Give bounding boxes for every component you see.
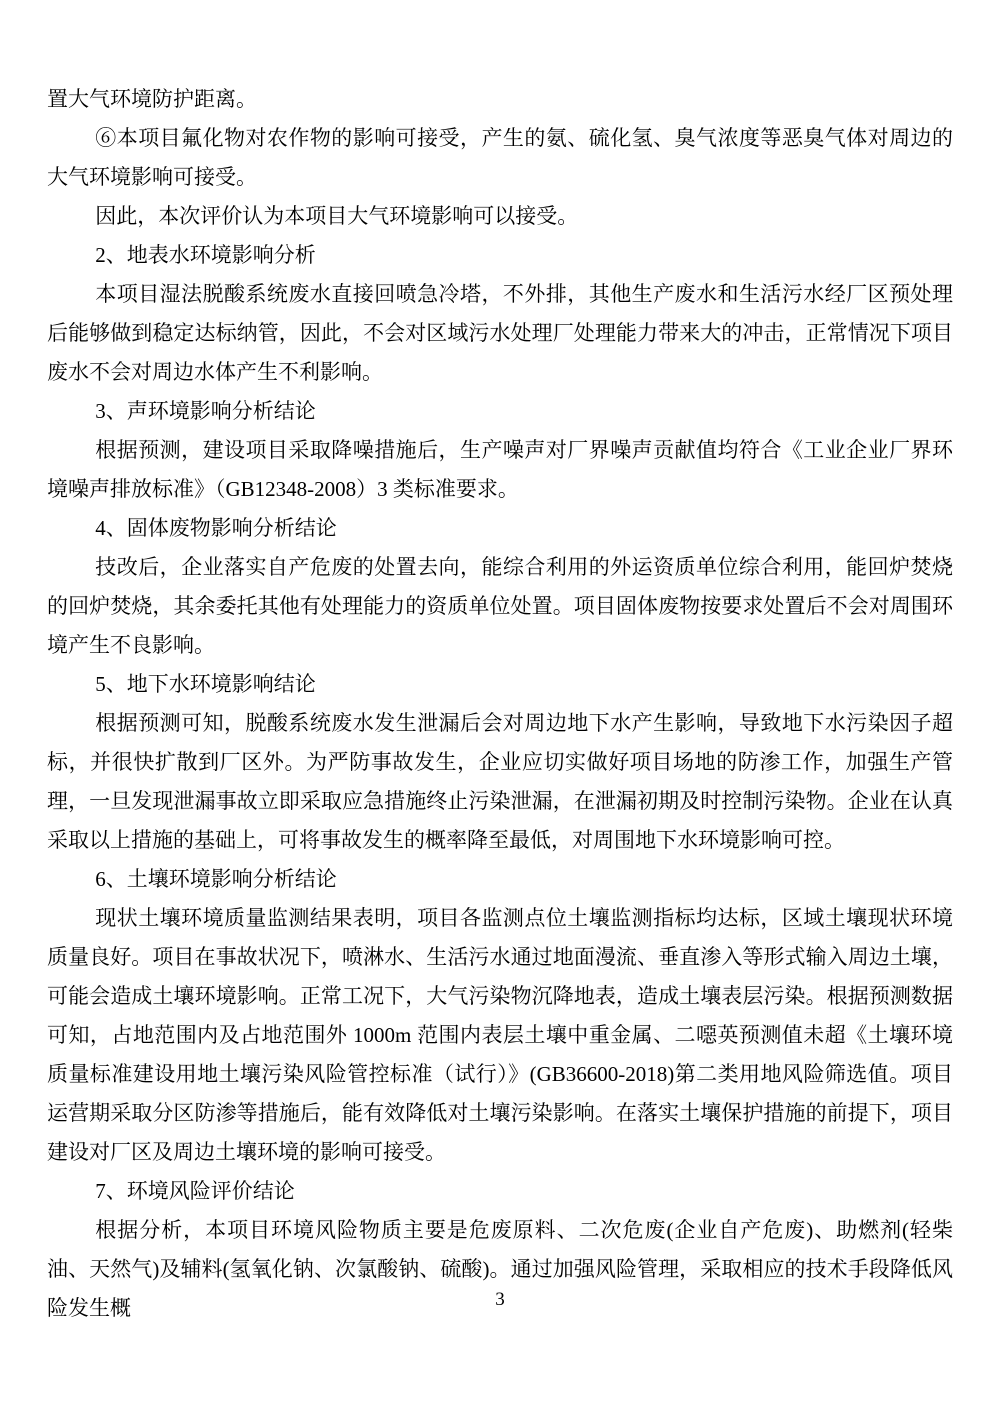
paragraph-environmental-risk-body: 根据分析，本项目环境风险物质主要是危废原料、二次危废(企业自产危废)、助燃剂(轻柴油、天然气)及辅料(氢氧化钠、次氯酸钠、硫酸)。通过加强风险管理，采取相应的技术手段降低风险发生概 (47, 1218, 953, 1320)
heading-noise-analysis: 3、声环境影响分析结论 (95, 399, 316, 423)
heading-surface-water-analysis: 2、地表水环境影响分析 (95, 243, 316, 267)
paragraph-solid-waste-body: 技改后，企业落实自产危废的处置去向，能综合利用的外运资质单位综合利用，能回炉焚烧的回炉焚烧，其余委托其他有处理能力的资质单位处置。项目固体废物按要求处置后不会对周围环境产生不良影响。 (47, 555, 953, 657)
page-number: 3 (495, 1289, 505, 1310)
paragraph-continuation-atmospheric-protection: 置大气环境防护距离。 (47, 87, 257, 111)
heading-solid-waste-analysis: 4、固体废物影响分析结论 (95, 516, 337, 540)
paragraph-atmospheric-conclusion: 因此，本次评价认为本项目大气环境影响可以接受。 (95, 204, 579, 228)
paragraph-groundwater-body: 根据预测可知，脱酸系统废水发生泄漏后会对周边地下水产生影响，导致地下水污染因子超标，并很快扩散到厂区外。为严防事故发生，企业应切实做好项目场地的防渗工作，加强生产管理，一旦发现泄漏事故立即采取应急措施终止污染泄漏，在泄漏初期及时控制污染物。企业在认真采取以上措施的基础上，可将事故发生的概率降至最低，对周围地下水环境影响可控。 (47, 711, 953, 852)
heading-soil-analysis: 6、土壤环境影响分析结论 (95, 867, 337, 891)
paragraph-noise-body: 根据预测，建设项目采取降噪措施后，生产噪声对厂界噪声贡献值均符合《工业企业厂界环境噪声排放标准》（GB12348-2008）3 类标准要求。 (47, 438, 953, 501)
heading-environmental-risk: 7、环境风险评价结论 (95, 1179, 295, 1203)
paragraph-surface-water-body: 本项目湿法脱酸系统废水直接回喷急冷塔，不外排，其他生产废水和生活污水经厂区预处理后能够做到稳定达标纳管，因此，不会对区域污水处理厂处理能力带来大的冲击，正常情况下项目废水不会对周边水体产生不利影响。 (47, 282, 953, 384)
paragraph-soil-body: 现状土壤环境质量监测结果表明，项目各监测点位土壤监测指标均达标，区域土壤现状环境质量良好。项目在事故状况下，喷淋水、生活污水通过地面漫流、垂直渗入等形式输入周边土壤，可能会造成土壤环境影响。正常工况下，大气污染物沉降地表，造成土壤表层污染。根据预测数据可知，占地范围内及占地范围外 1000m 范围内表层土壤中重金属、二噁英预测值未超《土壤环境质量标准建设用地土壤污染风险管控标准（试行）》(GB36600-2018)第二类用地风险筛选值。项目运营期采取分区防渗等措施后，能有效降低对土壤污染影响。在落实土壤保护措施的前提下，项目建设对厂区及周边土壤环境的影响可接受。 (47, 906, 953, 1164)
heading-groundwater-conclusion: 5、地下水环境影响结论 (95, 672, 316, 696)
paragraph-fluoride-odor-impact: ⑥本项目氟化物对农作物的影响可接受，产生的氨、硫化氢、臭气浓度等恶臭气体对周边的大气环境影响可接受。 (47, 126, 953, 189)
